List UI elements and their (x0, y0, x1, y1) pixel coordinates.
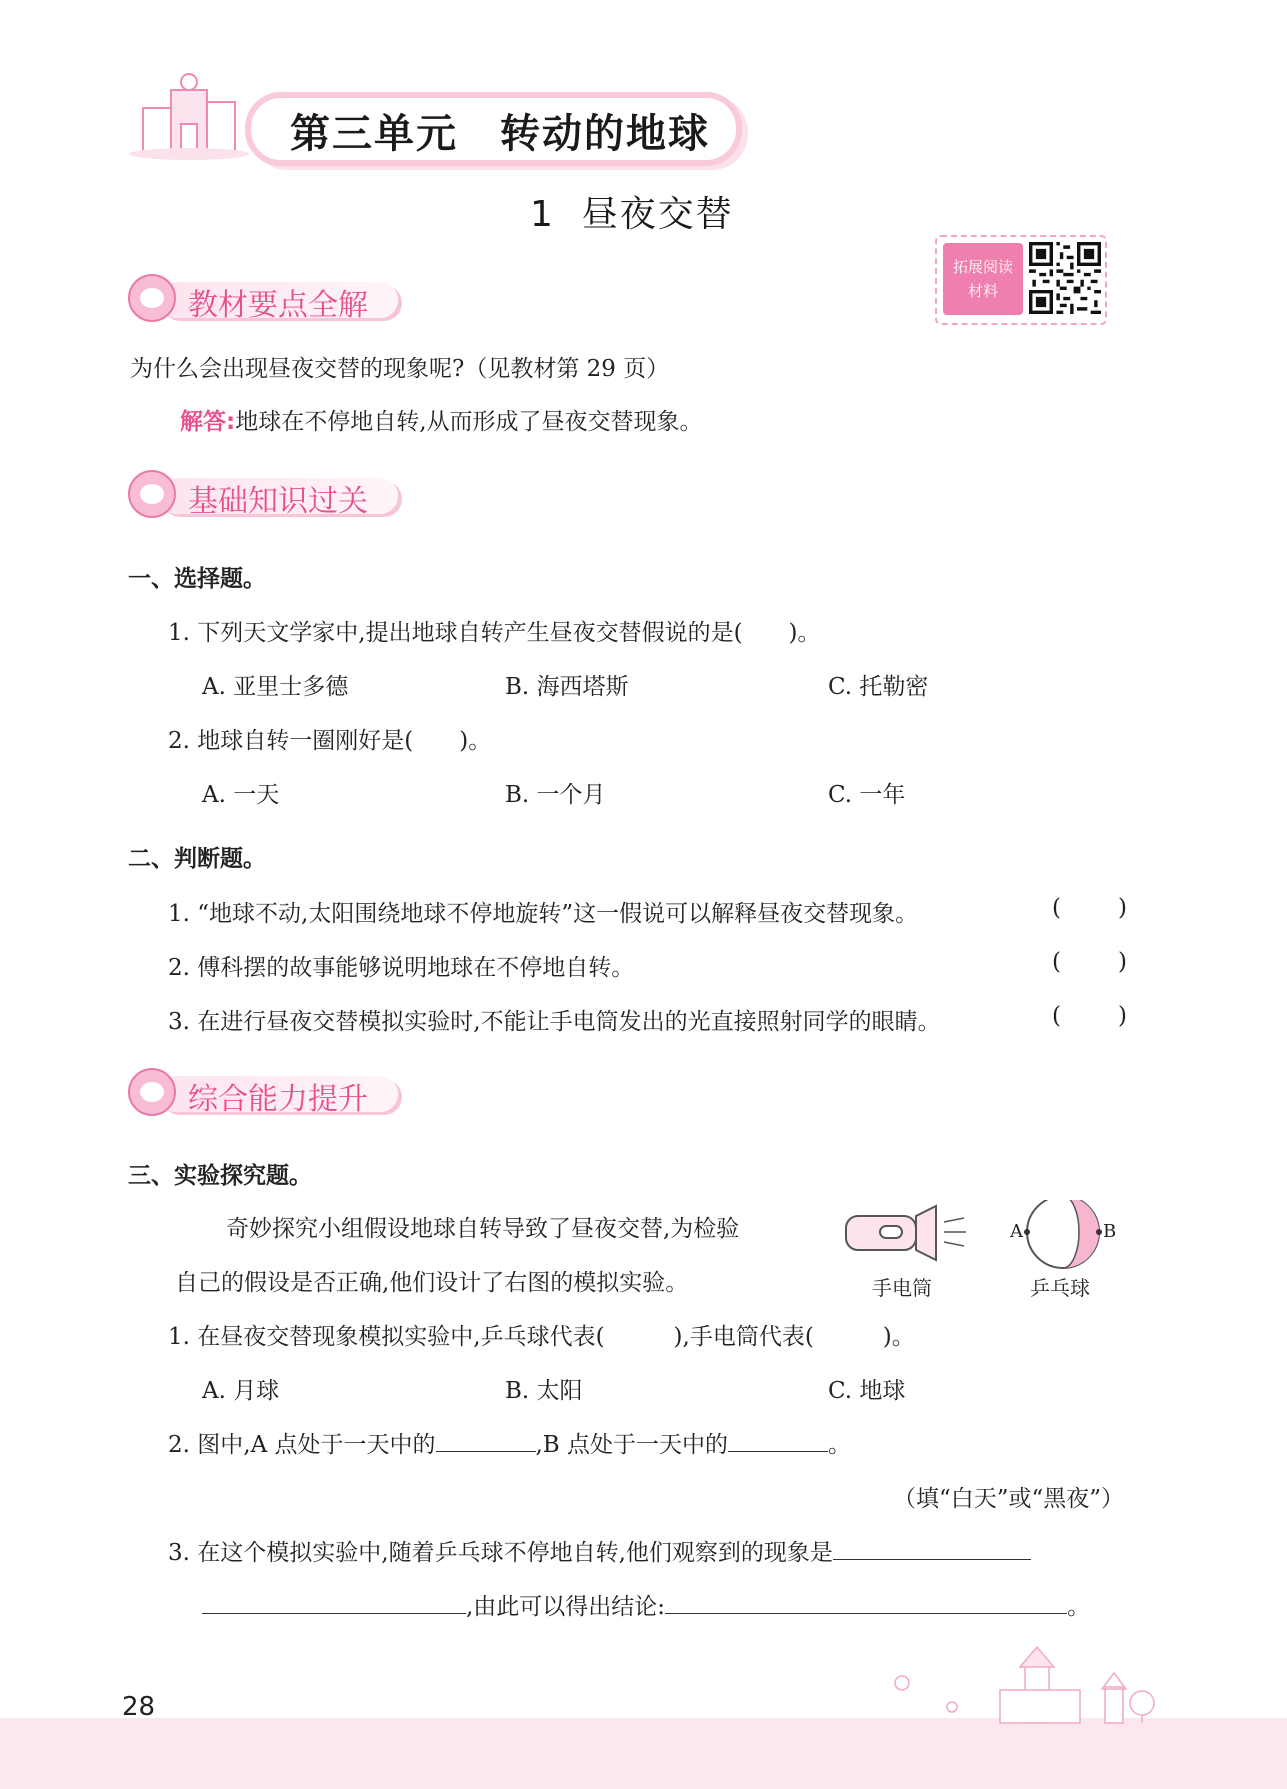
section-basic (128, 470, 408, 520)
ball-label: 乒乓球 (1030, 1276, 1090, 1300)
option[interactable]: A. 亚里士多德 (202, 674, 349, 700)
part2-heading: 二、判断题。 (128, 846, 266, 872)
judgement-item: 3. 在进行昼夜交替模拟实验时,不能让手电筒发出的光直接照射同学的眼睛。 (168, 1009, 941, 1035)
option[interactable]: C. 托勒密 (828, 674, 929, 700)
answer-paren-right[interactable]: ) (1118, 1003, 1127, 1029)
flashlight-icon (846, 1206, 966, 1260)
answer-blank[interactable] (665, 1591, 1067, 1614)
lesson-title: 1 昼夜交替 (530, 194, 734, 235)
answer-blank[interactable] (728, 1429, 828, 1452)
key-point-answer: 解答:地球在不停地自转,从而形成了昼夜交替现象。 (180, 409, 703, 435)
question: 1. 在昼夜交替现象模拟实验中,乒乓球代表( ),手电筒代表( )。 (168, 1324, 915, 1350)
answer-blank[interactable] (833, 1537, 1031, 1560)
intro-line: 自己的假设是否正确,他们设计了右图的模拟实验。 (175, 1270, 689, 1296)
qr-code-icon (1029, 242, 1101, 314)
option[interactable]: C. 一年 (828, 782, 906, 808)
answer-paren-right[interactable]: ) (1118, 895, 1127, 921)
section-advanced (128, 1068, 408, 1118)
option[interactable]: B. 一个月 (505, 782, 606, 808)
question-fill-blank: 3. 在这个模拟实验中,随着乒乓球不停地自转,他们观察到的现象是 (168, 1534, 1031, 1567)
answer-paren-left[interactable]: ( (1052, 949, 1061, 975)
qr-label: 拓展阅读 材料 (943, 243, 1023, 315)
answer-blank[interactable] (202, 1591, 466, 1614)
section-title: 综合能力提升 (188, 1082, 368, 1117)
judgement-item: 2. 傅科摆的故事能够说明地球在不停地自转。 (168, 955, 635, 981)
castle-illustration (125, 68, 255, 163)
mascot-icon (128, 1068, 176, 1116)
section-title: 基础知识过关 (188, 484, 368, 519)
question: 1. 下列天文学家中,提出地球自转产生昼夜交替假说的是( )。 (168, 620, 821, 646)
mascot-icon (128, 470, 176, 518)
fill-hint: （填“白天”或“黑夜”） (893, 1486, 1125, 1512)
key-point-question: 为什么会出现昼夜交替的现象呢?（见教材第 29 页） (130, 356, 670, 382)
option[interactable]: A. 一天 (202, 782, 280, 808)
part1-heading: 一、选择题。 (128, 566, 266, 592)
point-a-label: A (1010, 1221, 1023, 1242)
answer-paren-right[interactable]: ) (1118, 949, 1127, 975)
point-b-label: B (1103, 1221, 1117, 1242)
question-fill-blank: ,由此可以得出结论: 。 (202, 1588, 1090, 1621)
unit-banner (125, 88, 745, 166)
answer-paren-left[interactable]: ( (1052, 1003, 1061, 1029)
judgement-item: 1. “地球不动,太阳围绕地球不停地旋转”这一假说可以解释昼夜交替现象。 (168, 901, 919, 927)
option[interactable]: B. 海西塔斯 (505, 674, 629, 700)
footer-castle-illustration (880, 1645, 1180, 1725)
unit-title: 第三单元 转动的地球 (290, 111, 710, 157)
section-title: 教材要点全解 (188, 288, 368, 323)
option[interactable]: B. 太阳 (505, 1378, 583, 1404)
ping-pong-ball-icon (1024, 1200, 1102, 1268)
qr-code-block[interactable] (935, 235, 1107, 325)
mascot-icon (128, 274, 176, 322)
question: 2. 地球自转一圈刚好是( )。 (168, 728, 492, 754)
flashlight-label: 手电筒 (872, 1276, 932, 1300)
question-fill-blank: 2. 图中,A 点处于一天中的 ,B 点处于一天中的 。 (168, 1426, 851, 1459)
section-key-points (128, 274, 408, 324)
part3-heading: 三、实验探究题。 (128, 1163, 312, 1189)
answer-blank[interactable] (436, 1429, 536, 1452)
footer-band (0, 1718, 1287, 1789)
page-number: 28 (122, 1692, 156, 1722)
answer-paren-left[interactable]: ( (1052, 895, 1061, 921)
option[interactable]: C. 地球 (828, 1378, 906, 1404)
intro-line: 奇妙探究小组假设地球自转导致了昼夜交替,为检验 (226, 1216, 740, 1242)
option[interactable]: A. 月球 (202, 1378, 280, 1404)
